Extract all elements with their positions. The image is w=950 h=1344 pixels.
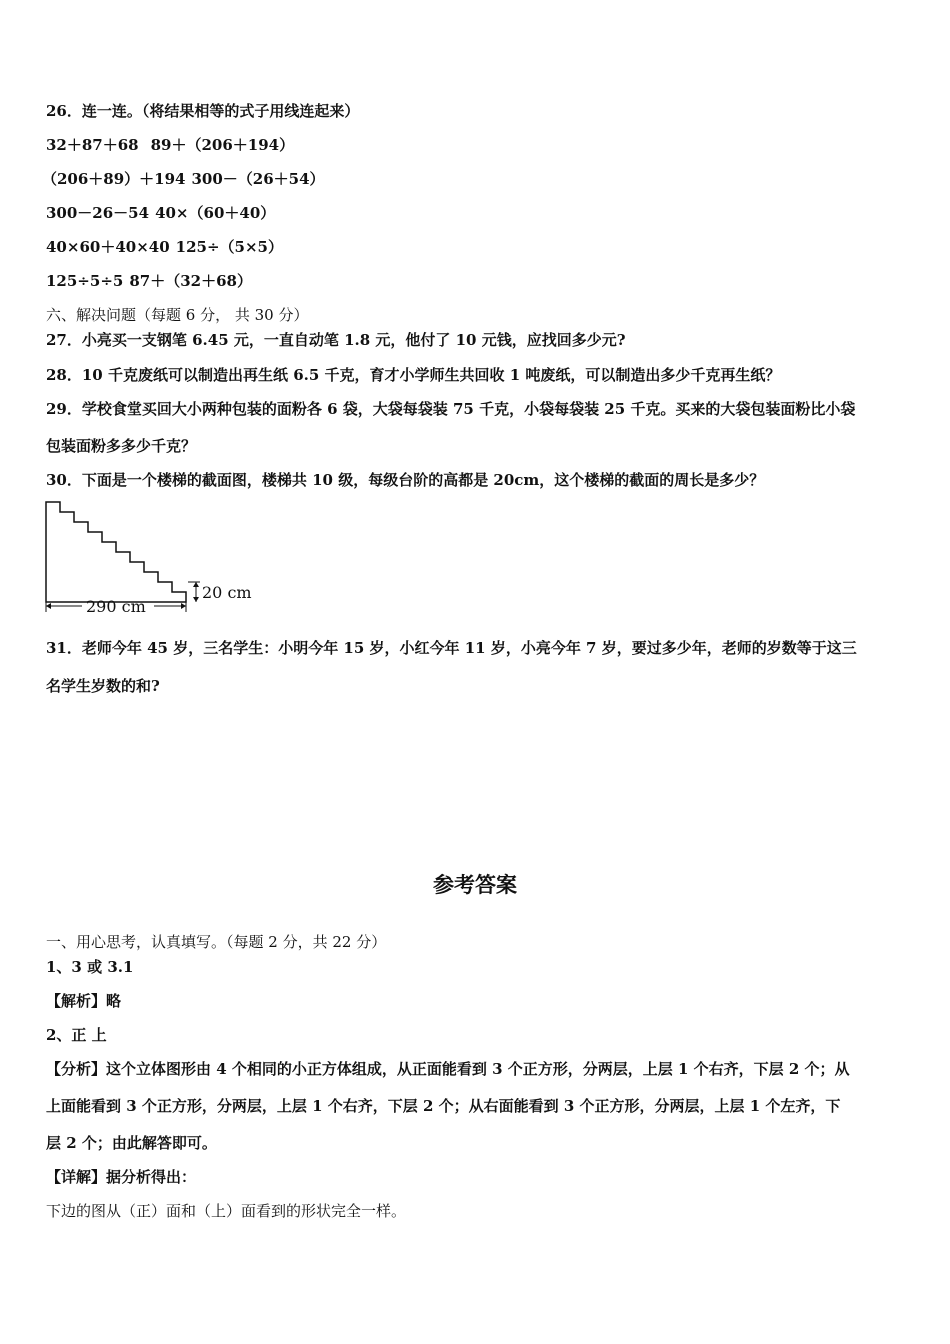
q26-left-5: 125÷5÷5: [46, 272, 124, 290]
answer-2-detail: 【详解】据分析得出：: [46, 1168, 197, 1186]
q26-right-2: 300－（26＋54）: [191, 170, 325, 188]
width-arrowhead-right: [181, 603, 186, 609]
q26-right-1: 89＋（206＋194）: [150, 136, 295, 154]
q26-title: 26．连一连。（将结果相等的式子用线连起来）: [46, 102, 360, 120]
q26-right-5: 87＋（32＋68）: [129, 272, 252, 290]
answer-1: 1、3 或 3.1: [46, 958, 134, 976]
staircase-figure: [40, 496, 270, 620]
staircase-outline: [46, 502, 186, 602]
q26-left-1: 32＋87＋68: [46, 136, 139, 154]
step-height-label: 20 cm: [202, 583, 252, 602]
q28: 28．10 千克废纸可以制造出再生纸 6.5 千克，育才小学师生共回收 1 吨废纸，可以制造出多少千克再生纸？: [46, 366, 781, 384]
answer-1-note: 【解析】略: [46, 992, 122, 1010]
section-6-heading: 六、解决问题（每题 6 分， 共 30 分）: [46, 306, 309, 324]
q29-line-2: 包装面粉多多少千克？: [46, 437, 197, 455]
step-height-arrowhead-up: [193, 582, 199, 587]
q30: 30．下面是一个楼梯的截面图，楼梯共 10 级，每级台阶的高都是 20cm，这个楼梯的截面的周长是多少？: [46, 471, 765, 489]
answers-title: 参考答案: [433, 873, 517, 897]
answer-2-analysis-3: 层 2 个；由此解答即可。: [46, 1134, 217, 1152]
q26-row-1: [46, 135, 294, 155]
width-arrowhead-left: [46, 603, 51, 609]
step-height-arrowhead-down: [193, 597, 199, 602]
q31-line-2: 名学生岁数的和?: [46, 677, 160, 695]
answer-2-analysis-2: 上面能看到 3 个正方形，分两层，上层 1 个右齐，下层 2 个；从右面能看到 3 个正方形，分两层，上层 1 个左齐，下: [46, 1097, 841, 1115]
q26-left-4: 40×60＋40×40: [46, 238, 170, 256]
q26-row-2: [42, 169, 325, 189]
answer-2-analysis-1: 【分析】这个立体图形由 4 个相同的小正方体组成，从正面能看到 3 个正方形，分两层，上层 1 个右齐，下层 2 个；从: [46, 1060, 850, 1078]
q29-line-1: 29．学校食堂买回大小两种包装的面粉各 6 袋，大袋每袋装 75 千克，小袋每袋装 25 千克。买来的大袋包装面粉比小袋: [46, 400, 856, 418]
q26-row-5: [46, 271, 252, 291]
q26-right-4: 125÷（5×5）: [175, 238, 283, 256]
answer-2: 2、正 上: [46, 1026, 107, 1044]
q26-row-4: [46, 237, 283, 257]
q26-left-2: （206＋89）＋194: [42, 170, 186, 188]
q27: 27．小亮买一支钢笔 6.45 元，一直自动笔 1.8 元，他付了 10 元钱，应找回多少元?: [46, 331, 626, 349]
answer-2-detail-2: 下边的图从（正）面和（上）面看到的形状完全一样。: [46, 1202, 407, 1220]
q31-line-1: 31．老师今年 45 岁，三名学生：小明今年 15 岁，小红今年 11 岁，小亮今年 7 岁，要过多少年，老师的岁数等于这三: [46, 639, 857, 657]
q26-right-3: 40×（60＋40）: [155, 204, 276, 222]
q26-left-3: 300－26－54: [46, 204, 150, 222]
answers-section-1: 一、用心思考，认真填写。（每题 2 分，共 22 分）: [46, 933, 387, 951]
q26-row-3: [46, 203, 275, 223]
width-label: 290 cm: [86, 597, 146, 616]
